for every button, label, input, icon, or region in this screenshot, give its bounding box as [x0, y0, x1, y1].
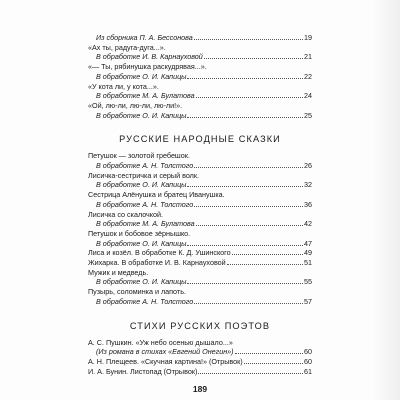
toc-entry [88, 347, 312, 357]
toc-entry-text: Петушок — золотой гребешок. [88, 151, 190, 161]
toc-entry-page: 25 [304, 110, 312, 120]
dot-leader [194, 39, 303, 40]
toc-entry-text: Сестрица Алёнушка и братец Иванушка. [88, 190, 225, 200]
toc-entry-page: 51 [304, 258, 312, 268]
toc-entry-text: В обработке М. А. Булатова [96, 219, 195, 229]
toc-entry-text: Пузырь, соломинка и лапоть. [88, 287, 186, 297]
section-title: СТИХИ РУССКИХ ПОЭТОВ [129, 320, 271, 331]
dot-leader [187, 283, 303, 284]
dot-leader [194, 303, 303, 304]
toc-entry [88, 297, 312, 307]
toc-entry-text: В обработке О. И. Капицы [96, 238, 187, 248]
toc-entry [88, 33, 312, 43]
toc-entry-text: А. С. Пушкин. «Уж небо осенью дышало...» [88, 337, 233, 347]
toc-entry [88, 268, 312, 278]
toc-entry [88, 287, 312, 297]
dot-leader [194, 206, 303, 207]
toc-entry [88, 52, 312, 62]
toc-entry-text: В обработке А. Н. Толстого [96, 161, 194, 171]
toc-entry-page: 42 [304, 219, 312, 229]
dot-leader [187, 117, 303, 118]
dot-leader [235, 353, 303, 354]
toc-entry [88, 180, 312, 190]
toc-entry-text: И. А. Бунин. Листопад (Отрывок) [88, 366, 198, 376]
toc-entry [88, 111, 312, 121]
dot-leader [187, 78, 303, 79]
toc-entry [88, 72, 312, 82]
toc-entry-text: (Из романа в стихах «Евгений Онегин») [96, 347, 234, 357]
toc-entry [88, 91, 312, 101]
toc-entry-page: 19 [304, 33, 312, 42]
dot-leader [187, 245, 303, 246]
table-of-contents [88, 33, 312, 376]
toc-entry [88, 357, 312, 367]
toc-entry-page: 47 [304, 238, 312, 248]
toc-entry-text: В обработке И. В. Карнауховой [96, 52, 203, 62]
toc-entry [88, 239, 312, 249]
dot-leader [194, 167, 303, 168]
toc-entry-text: В обработке О. И. Капицы [96, 110, 187, 120]
toc-entry [88, 82, 312, 92]
toc-entry-text: А. Н. Плещеев. «Скучная картина!» (Отрывок) [88, 356, 243, 366]
dot-leader [227, 264, 303, 265]
toc-entry [88, 43, 312, 53]
toc-entry-text: «У кота ли, у кота...». [88, 81, 159, 91]
toc-entry [88, 171, 312, 181]
toc-entry-text: Лисичка со скалочкой. [88, 209, 164, 219]
toc-entry-page: 49 [304, 248, 312, 258]
toc-entry-text: Мужик и медведь. [88, 267, 149, 277]
toc-entry-text: В обработке О. И. Капицы [96, 180, 187, 190]
dot-leader [187, 186, 303, 187]
toc-entry [88, 229, 312, 239]
dot-leader [204, 58, 303, 59]
toc-entry-page: 61 [304, 366, 312, 376]
toc-entry [88, 151, 312, 161]
toc-entry-text: В обработке А. Н. Толстого [96, 199, 194, 209]
toc-entry-text: «Ой, лю-ли, лю-ли, лю-ли!». [88, 100, 183, 110]
toc-entry [88, 338, 312, 348]
dot-leader [196, 225, 303, 226]
dot-leader [244, 363, 303, 364]
toc-entry-text: «— Ты, рябинушка раскудрявая...». [88, 62, 207, 72]
dot-leader [232, 254, 303, 255]
toc-entry-page: 60 [304, 356, 312, 366]
toc-entry-page: 57 [304, 296, 312, 306]
toc-entry [88, 101, 312, 111]
toc-entry [88, 210, 312, 220]
toc-entry-text: В обработке О. И. Капицы [96, 277, 187, 287]
toc-entry-text: Петушок и бобовое зёрнышко. [88, 228, 191, 238]
toc-entry-page: 60 [304, 347, 312, 357]
page-number: 189 [192, 384, 208, 394]
page-gutter-shadow [372, 0, 400, 400]
toc-entry [88, 219, 312, 229]
toc-entry [88, 277, 312, 287]
toc-entry [88, 248, 312, 258]
toc-entry [88, 367, 312, 377]
toc-entry [88, 161, 312, 171]
toc-entry [88, 190, 312, 200]
toc-entry [88, 200, 312, 210]
section-title: РУССКИЕ НАРОДНЫЕ СКАЗКИ [119, 134, 281, 145]
toc-entry-text: В обработке М. А. Булатова [96, 91, 195, 101]
toc-entry-text: Лисичка-сестричка и серый волк. [88, 170, 199, 180]
toc-entry-page: 55 [304, 277, 312, 287]
toc-entry-page: 36 [304, 199, 312, 209]
toc-entry [88, 62, 312, 72]
dot-leader [198, 373, 303, 374]
toc-entry-text: Из сборника П. А. Бессонова [96, 33, 193, 42]
toc-entry-text: Лиса и козёл. В обработке К. Д. Ушинского [88, 248, 231, 258]
toc-entry-text: «Ах ты, радуга-дуга...». [88, 42, 166, 52]
toc-entry [88, 258, 312, 268]
toc-entry-page: 24 [304, 91, 312, 101]
toc-entry-page: 22 [304, 71, 312, 81]
dot-leader [196, 97, 303, 98]
toc-entry-text: Жихарка. В обработке И. В. Карнауховой [88, 258, 226, 268]
toc-entry-text: В обработке О. И. Капицы [96, 71, 187, 81]
toc-entry-page: 21 [304, 52, 312, 62]
toc-entry-page: 26 [304, 161, 312, 171]
toc-entry-page: 32 [304, 180, 312, 190]
toc-entry-text: В обработке А. Н. Толстого [96, 296, 194, 306]
